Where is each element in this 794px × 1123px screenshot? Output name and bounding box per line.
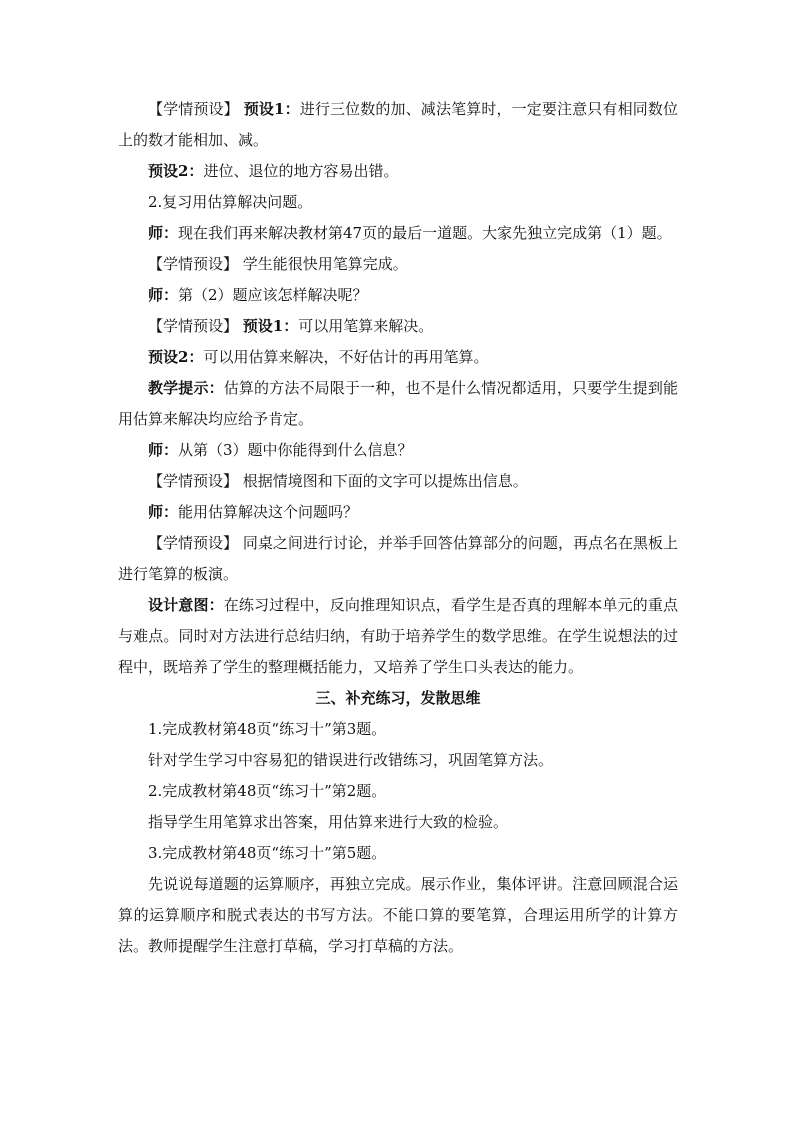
bold-label: 师： <box>148 503 179 521</box>
bold-label: 预设1： <box>242 317 299 335</box>
paragraph <box>118 311 678 342</box>
paragraph-text: 根据情境图和下面的文字可以提炼出信息。 <box>242 472 528 490</box>
paragraph-text: 2.复习用估算解决问题。 <box>148 193 313 211</box>
section-title: 三、补充练习，发散思维 <box>315 689 481 707</box>
paragraph-text: 学生能很快用笔算完成。 <box>242 255 408 273</box>
tag-label: 【学情预设】 <box>148 100 239 118</box>
bold-label: 师： <box>148 224 179 242</box>
tag-label: 【学情预设】 <box>148 255 239 273</box>
bold-label: 预设2： <box>148 348 204 366</box>
paragraph-text: 进行三位数的加、减法笔算时，一定要注意只有相同数位上的数才能相加、减。 <box>118 100 678 149</box>
tag-label: 【学情预设】 <box>148 472 239 490</box>
paragraph-text: 从第（3）题中你能得到什么信息？ <box>178 441 413 459</box>
paragraph <box>118 94 678 156</box>
paragraph <box>118 590 678 683</box>
paragraph-text: 在练习过程中，反向推理知识点，看学生是否真的理解本单元的重点与难点。同时对方法进行总结归纳，有助于培养学生的数学思维。在学生说想法的过程中，既培养了学生的整理概括能力，又培养了学生口头表达的能力。 <box>118 596 678 676</box>
paragraph-text: 可以用估算来解决，不好估计的再用笔算。 <box>203 348 489 366</box>
paragraph <box>118 342 678 373</box>
paragraph <box>118 466 678 497</box>
paragraph-text: 第（2）题应该怎样解决呢？ <box>178 286 368 304</box>
paragraph-text: 可以用笔算来解决。 <box>298 317 434 335</box>
paragraph: 指导学生用笔算求出答案，用估算来进行大致的检验。 <box>148 813 509 831</box>
bold-label: 设计意图： <box>148 596 224 614</box>
paragraph <box>118 218 678 249</box>
paragraph: 1.完成教材第48页“练习十”第3题。 <box>148 720 387 738</box>
bold-label: 师： <box>148 286 179 304</box>
paragraph-text: 能用估算解决这个问题吗？ <box>178 503 359 521</box>
bold-label: 预设2： <box>148 162 204 180</box>
paragraph <box>118 187 678 218</box>
bold-label: 预设1： <box>243 100 300 118</box>
paragraph <box>118 280 678 311</box>
paragraph-text: 估算的方法不局限于一种，也不是什么情况都适用，只要学生提到能用估算来解决均应给予肯定。 <box>118 379 678 428</box>
paragraph <box>118 373 678 435</box>
document-page <box>118 94 678 962</box>
paragraph <box>118 528 678 590</box>
paragraph: 2.完成教材第48页“练习十”第2题。 <box>148 782 387 800</box>
tag-label: 【学情预设】 <box>148 317 239 335</box>
paragraph-text: 同桌之间进行讨论，并举手回答估算部分的问题，再点名在黑板上进行笔算的板演。 <box>118 534 678 583</box>
paragraph-text: 进位、退位的地方容易出错。 <box>203 162 399 180</box>
paragraph: 先说说每道题的运算顺序，再独立完成。展示作业，集体评讲。注意回顾混合运算的运算顺序和脱式表达的书写方法。不能口算的要笔算，合理运用所学的计算方法。教师提醒学生注意打草稿，学习打草稿的方法。 <box>118 875 678 955</box>
paragraph <box>118 435 678 466</box>
paragraph: 3.完成教材第48页“练习十”第5题。 <box>148 844 387 862</box>
tag-label: 【学情预设】 <box>148 534 239 552</box>
paragraph <box>118 156 678 187</box>
bold-label: 教学提示： <box>148 379 224 397</box>
paragraph <box>118 497 678 528</box>
paragraph-text: 现在我们再来解决教材第47页的最后一道题。大家先独立完成第（1）题。 <box>178 224 672 242</box>
paragraph <box>118 249 678 280</box>
paragraph: 针对学生学习中容易犯的错误进行改错练习，巩固笔算方法。 <box>148 751 554 769</box>
bold-label: 师： <box>148 441 179 459</box>
